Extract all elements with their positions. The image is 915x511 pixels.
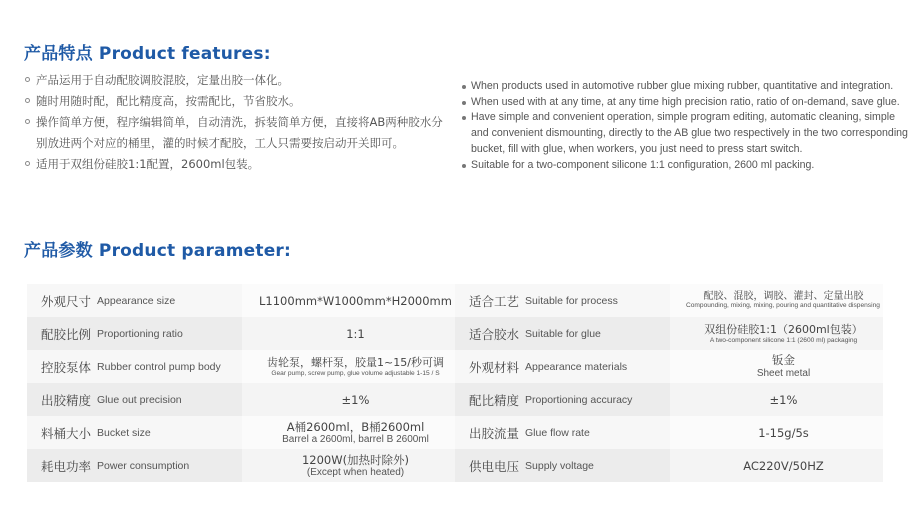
- param-value-sub: Sheet metal: [756, 368, 811, 379]
- parameters-title: 产品参数 Product parameter:: [24, 241, 292, 261]
- param-label-cell: [27, 449, 242, 482]
- param-value: 双组份硅胶1:1（2600ml包装）: [704, 322, 863, 336]
- param-value-cell: [670, 449, 883, 482]
- feature-cn-item: 随时用随时配，配比精度高，按需配比，节省胶水。: [24, 91, 444, 112]
- feature-en-item: Have simple and convenient operation, simple program editing, automatic cleaning, simple and convenient dismounting, directly to the AB glue two respectively in the two corresponding bucket, fill with glue, when workers, you just need to press start switch.: [460, 110, 910, 157]
- param-label-cell: [455, 449, 670, 482]
- param-value: 钣金: [772, 353, 795, 367]
- param-value-cell: [670, 383, 883, 416]
- param-label-en: Glue flow rate: [525, 426, 590, 439]
- param-value-cell: [670, 284, 883, 317]
- param-label-cn: 配比精度: [469, 392, 520, 408]
- param-label-en: Rubber control pump body: [97, 360, 221, 373]
- feature-cn-item: 操作简单方便，程序编辑简单，自动清洗，拆装简单方便，直接将AB两种胶水分别放进两个对应的桶里，灌的时候才配胶，工人只需要按启动开关即可。: [24, 112, 444, 154]
- param-label-cn: 出胶精度: [41, 392, 92, 408]
- param-value-cell: [242, 416, 455, 449]
- param-label-cell: [27, 383, 242, 416]
- param-value-cell: [242, 350, 455, 383]
- param-value-sub: Compounding, mixing, mixing, pouring and quantitative dispensing: [686, 302, 880, 310]
- param-label-en: Suitable for process: [525, 294, 618, 307]
- feature-en-item: When products used in automotive rubber glue mixing rubber, quantitative and integration.: [460, 79, 910, 95]
- param-label-cell: [27, 317, 242, 350]
- param-label-cn: 配胶比例: [41, 326, 92, 342]
- param-label-cell: [27, 350, 242, 383]
- table-row: [27, 416, 883, 449]
- param-value-cell: [670, 350, 883, 383]
- param-label-cell: [27, 416, 242, 449]
- param-label-cell: [455, 383, 670, 416]
- table-row: [27, 449, 883, 482]
- param-label-cn: 适合胶水: [469, 326, 520, 342]
- param-label-cn: 控胶泵体: [41, 359, 92, 375]
- table-row: [27, 317, 883, 350]
- param-label-en: Suitable for glue: [525, 327, 601, 340]
- param-value: ±1%: [769, 392, 798, 407]
- feature-cn-item: 适用于双组份硅胶1:1配置，2600ml包装。: [24, 154, 444, 175]
- param-label-en: Power consumption: [97, 459, 190, 472]
- param-value-sub: (Except when heated): [306, 466, 405, 478]
- table-row: [27, 284, 883, 317]
- features-cn-list: [24, 70, 444, 175]
- param-label-cn: 外观材料: [469, 359, 520, 375]
- param-value: 1:1: [346, 326, 365, 341]
- param-label-cell: [27, 284, 242, 317]
- feature-en-item: Suitable for a two-component silicone 1:1 configuration, 2600 ml packing.: [460, 158, 910, 174]
- param-value: 1200W(加热时除外): [301, 452, 410, 467]
- param-label-en: Proportioning accuracy: [525, 393, 633, 406]
- param-value-cell: [242, 284, 455, 317]
- features-title: 产品特点 Product features:: [24, 44, 271, 64]
- param-label-cn: 适合工艺: [469, 293, 520, 309]
- param-label-en: Proportioning ratio: [97, 327, 183, 340]
- param-label-en: Appearance materials: [525, 360, 628, 373]
- param-label-en: Bucket size: [97, 426, 151, 439]
- param-value-cell: [670, 317, 883, 350]
- param-value-sub: Barrel a 2600ml, barrel B 2600ml: [282, 433, 429, 445]
- param-value-cell: [242, 449, 455, 482]
- param-label-cn: 外观尺寸: [41, 293, 92, 309]
- param-label-cell: [455, 284, 670, 317]
- param-value-cell: [242, 317, 455, 350]
- param-value-cell: [242, 383, 455, 416]
- features-en-list: [460, 79, 910, 173]
- param-value: 齿轮泵，螺杆泵，胶量1~15/秒可调: [267, 355, 444, 369]
- param-label-en: Appearance size: [97, 294, 176, 307]
- parameter-table: [27, 284, 883, 482]
- param-value-sub: Gear pump, screw pump, glue volume adjustable 1-15 / S: [271, 369, 440, 377]
- param-label-cn: 供电电压: [469, 458, 520, 474]
- param-label-cn: 出胶流量: [469, 425, 520, 441]
- param-value: A桶2600ml，B桶2600ml: [286, 419, 425, 434]
- param-label-en: Supply voltage: [525, 459, 594, 472]
- param-value: ±1%: [341, 392, 370, 407]
- param-value-cell: [670, 416, 883, 449]
- param-value-sub: A two-component silicone 1:1 (2600 ml) packaging: [709, 336, 858, 344]
- table-row: [27, 350, 883, 383]
- feature-en-item: When used with at any time, at any time high precision ratio, ratio of on-demand, save glue.: [460, 95, 910, 111]
- param-value: 1-15g/5s: [758, 425, 809, 440]
- feature-cn-item: 产品运用于自动配胶调胶混胶，定量出胶一体化。: [24, 70, 444, 91]
- table-row: [27, 383, 883, 416]
- param-value: L1100mm*W1000mm*H2000mm: [259, 293, 452, 308]
- param-label-en: Glue out precision: [97, 393, 182, 406]
- param-label-cn: 耗电功率: [41, 458, 92, 474]
- param-label-cell: [455, 416, 670, 449]
- param-value: AC220V/50HZ: [743, 458, 824, 473]
- param-label-cell: [455, 317, 670, 350]
- param-label-cn: 料桶大小: [41, 425, 92, 441]
- param-value: 配胶、混胶，调胶、灌封、定量出胶: [703, 291, 864, 303]
- param-label-cell: [455, 350, 670, 383]
